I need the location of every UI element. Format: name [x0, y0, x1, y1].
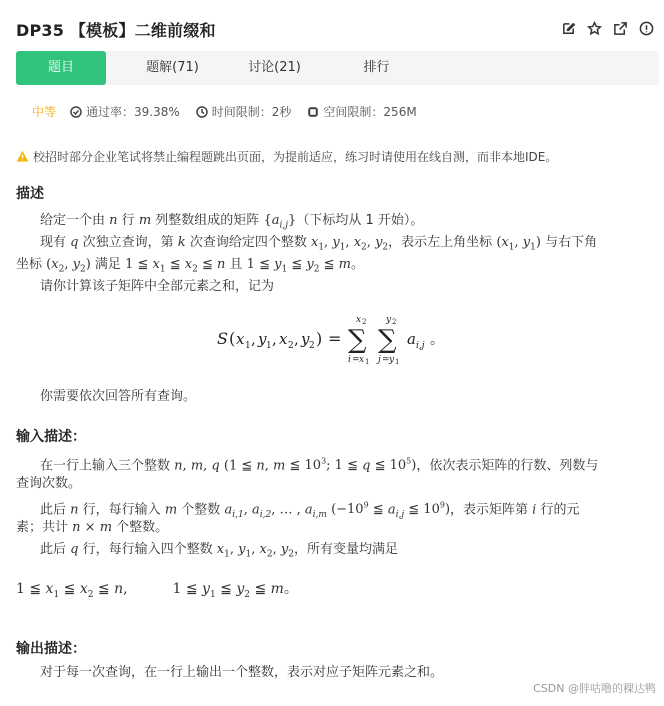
- warning-text: 校招时部分企业笔试将禁止编程题跳出页面，为提前适应，练习时请使用在线自测，而非本地IDE。: [33, 150, 558, 164]
- difficulty-badge: 中等: [32, 105, 57, 119]
- svg-text:∑: ∑: [378, 325, 397, 355]
- external-link-icon[interactable]: [612, 20, 628, 36]
- svg-text:1: 1: [245, 341, 251, 351]
- svg-text:1: 1: [395, 358, 400, 366]
- svg-text:∑: ∑: [348, 325, 367, 355]
- svg-text:x: x: [356, 315, 362, 325]
- output-heading: 输出描述：: [16, 641, 86, 657]
- svg-text:1: 1: [266, 341, 272, 351]
- svg-text:y: y: [301, 330, 310, 348]
- desc-line-1: 给定一个由 n 行 m 列整数组成的矩阵 $\{a_{i,j}\}$（下标均从 1 开始）。: [40, 213, 424, 231]
- pass-rate-text: 通过率：39.38%: [86, 105, 180, 119]
- svg-text:2: 2: [362, 318, 367, 326]
- svg-text:,: ,: [251, 330, 256, 348]
- svg-text:,: ,: [272, 330, 277, 348]
- desc-line-3: 坐标 ($x_2$, $y_2$) 满足 1 ≦ $x_1$ ≦ $x_2$ ≦ n 且 1 ≦ $y_1$ ≦ $y_2$ ≦ m。: [16, 257, 364, 275]
- svg-text:2: 2: [392, 318, 397, 326]
- desc-line-2: 现有 q 次独立查询，第 k 次查询给定四个整数 $x_1$, $y_1$, $x_2$, $y_2$，表示左上角坐标 ($x_1$, $y_1$) 与右下角: [40, 235, 598, 253]
- output-text: 对于每一次查询，在一行上输出一个整数，表示对应子矩阵元素之和。: [40, 665, 444, 680]
- watermark: CSDN @胖咕噜的稞达鸭: [533, 682, 656, 695]
- svg-text:1: 1: [365, 358, 370, 366]
- problem-meta: [32, 103, 433, 120]
- svg-text:): ): [316, 329, 323, 348]
- svg-text:x: x: [279, 330, 288, 348]
- svg-text:2: 2: [288, 341, 294, 351]
- input-line-4: 素；共计 n × m 个整数。: [16, 520, 169, 535]
- input-line-1: 在一行上输入三个整数 n, m, q (1 ≦ n, m ≦ $10^3$; 1 ≦ q ≦ $10^5$)，依次表示矩阵的行数、列数与: [40, 457, 599, 474]
- clock-icon: [196, 106, 208, 118]
- svg-text:a: a: [407, 330, 416, 348]
- memory-icon: [307, 106, 319, 118]
- input-line-5: 此后 q 行，每行输入四个整数 $x_1$, $y_1$, $x_2$, $y_2$，所有变量均满足: [40, 542, 398, 560]
- svg-text:(: (: [229, 329, 236, 348]
- info-icon[interactable]: [638, 20, 654, 36]
- description-heading: 描述: [16, 186, 44, 202]
- sum-formula: [0, 310, 664, 370]
- header-actions: [560, 20, 654, 36]
- warning-icon: [16, 150, 29, 163]
- pass-rate: [70, 103, 180, 120]
- problem-tabs: [16, 51, 659, 85]
- tab-discussion[interactable]: 讨论(21): [248, 60, 301, 75]
- problem-title: DP35 【模板】二维前缀和: [16, 21, 216, 40]
- svg-text:y: y: [386, 315, 392, 325]
- input-line-3: 此后 n 行，每行输入 m 个整数 $a_{i,1}$, $a_{i,2}$, … , $a_{i,m}$ ($-10^9$ ≦ $a_{i,j}$ ≦ $10^9$)，表示矩阵第 i 行的元: [40, 501, 580, 520]
- space-limit: [307, 103, 416, 120]
- svg-text:y: y: [389, 355, 395, 365]
- svg-text:2: 2: [309, 341, 315, 351]
- input-heading: 输入描述：: [16, 429, 86, 445]
- svg-text:x: x: [236, 330, 245, 348]
- svg-text:S: S: [217, 329, 228, 348]
- time-limit: [196, 103, 292, 120]
- star-icon[interactable]: [586, 20, 602, 36]
- desc-line-4: 请你计算该子矩阵中全部元素之和，记为: [40, 279, 275, 294]
- space-limit-text: 空间限制：256M: [323, 105, 417, 119]
- svg-text:i: i: [348, 355, 351, 365]
- constraints-formula: 1 ≦ $x_1$ ≦ $x_2$ ≦ n, 1 ≦ $y_1$ ≦ $y_2$ ≦ m。: [16, 581, 298, 600]
- check-circle-icon: [70, 106, 82, 118]
- svg-text:y: y: [258, 330, 267, 348]
- svg-text:=: =: [352, 355, 360, 365]
- svg-text:。: 。: [430, 332, 444, 348]
- svg-text:i,j: i,j: [416, 341, 425, 351]
- svg-text:j: j: [378, 355, 381, 365]
- svg-text:=: =: [328, 329, 342, 348]
- tab-ranking[interactable]: 排行: [363, 60, 390, 75]
- problem-header: [0, 0, 664, 50]
- svg-text:=: =: [382, 355, 390, 365]
- edit-icon[interactable]: [560, 20, 576, 36]
- tab-solutions[interactable]: 题解(71): [146, 60, 199, 75]
- svg-text:,: ,: [294, 330, 299, 348]
- warning-notice: [16, 148, 557, 165]
- desc-line-5: 你需要依次回答所有查询。: [40, 389, 197, 404]
- input-line-2: 查询次数。: [16, 476, 82, 491]
- svg-text:x: x: [359, 355, 365, 365]
- time-limit-text: 时间限制：2秒: [211, 105, 292, 119]
- tab-problem[interactable]: 题目: [16, 51, 106, 85]
